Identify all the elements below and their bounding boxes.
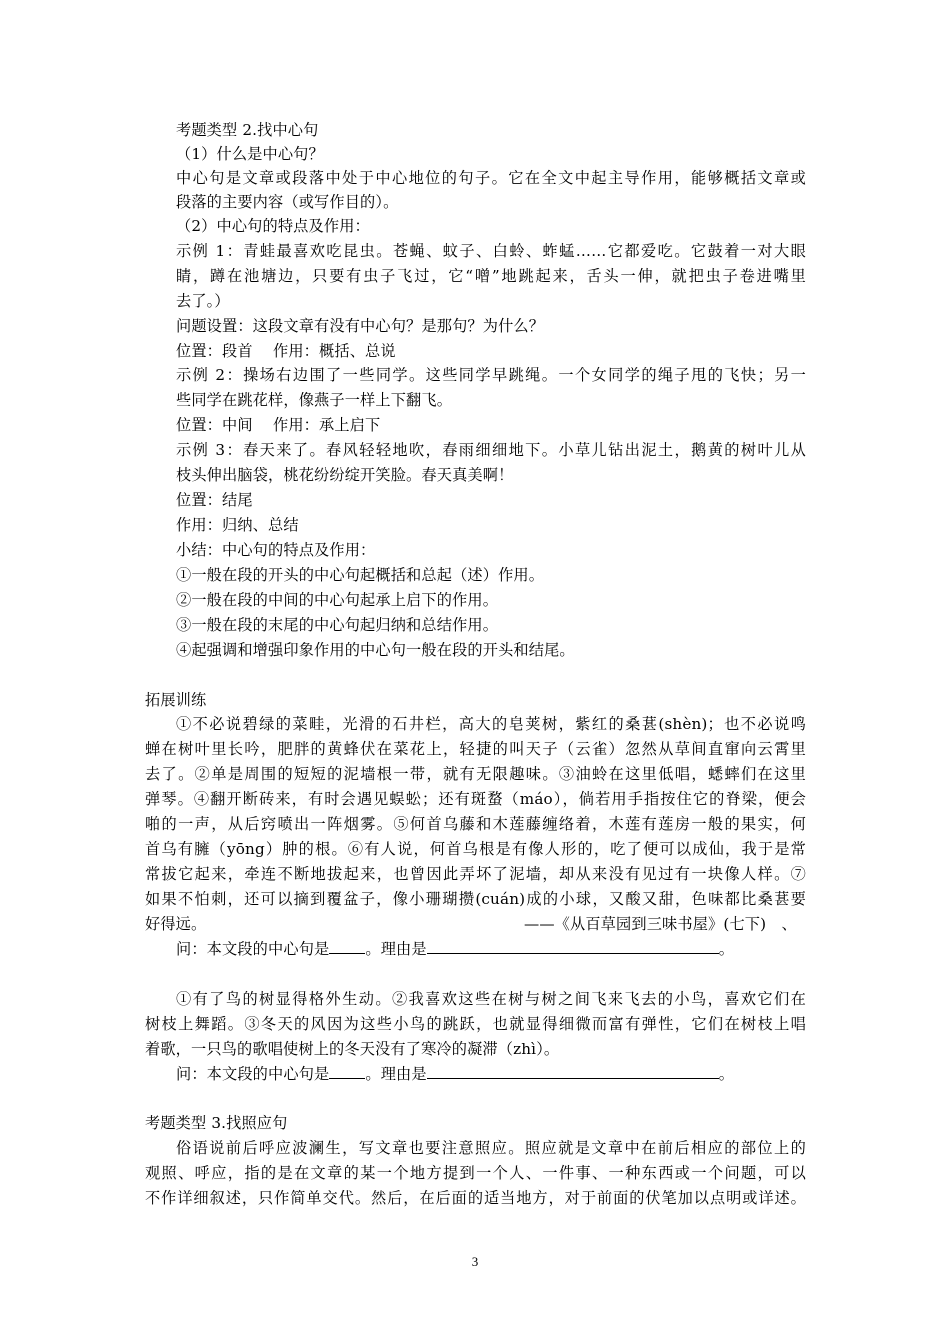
passage-2-line-3: 着歌，一只鸟的歌唱使树上的冬天没有了寒冷的凝滞（zhì）。	[145, 1040, 560, 1058]
section-title-2: 考题类型 2.找中心句	[176, 121, 319, 139]
question-1-end: 。	[718, 940, 735, 958]
section-3-line-3: 不作详细叙述，只作简单交代。然后，在后面的适当地方，对于前面的伏笔加以点明或详述。	[145, 1189, 806, 1207]
summary-item-1: ①一般在段的开头的中心句起概括和总起（述）作用。	[176, 566, 545, 584]
passage-1-line-6: 首乌有臃（yōng）肿的根。⑥有人说，何首乌根是有像人形的，吃了便可以成仙，我于是常	[145, 840, 806, 858]
passage-1-line-4: 弹琴。④翻开断砖来，有时会遇见蜈蚣；还有斑蝥（máo），倘若用手指按住它的脊梁，便会	[145, 790, 806, 808]
example-1-line-1: 示例 1：青蛙最喜欢吃昆虫。苍蝇、蚊子、白蛉、蚱蜢……它都爱吃。它鼓着一对大眼	[176, 242, 806, 260]
answer-blank-reason-2[interactable]	[427, 1063, 719, 1079]
example-1-line-3: 去了。）	[176, 292, 230, 310]
passage-1-line-2: 蝉在树叶里长吟，肥胖的黄蜂伏在菜花上，轻捷的叫天子（云雀）忽然从草间直窜向云霄里	[145, 740, 806, 758]
example-1-line-2: 睛，蹲在池塘边，只要有虫子飞过，它“噌”地跳起来，舌头一伸，就把虫子卷进嘴里	[176, 267, 806, 285]
summary-heading: 小结：中心句的特点及作用：	[176, 541, 376, 559]
position-2: 位置：中间 作用：承上启下	[176, 416, 381, 434]
question-2-end: 。	[718, 1065, 735, 1083]
question-1-row	[176, 938, 734, 960]
example-3-line-1: 示例 3：春天来了。春风轻轻地吹，春雨细细地下。小草儿钻出泥土，鹅黄的树叶儿从	[176, 441, 806, 459]
position-3: 位置：结尾	[176, 491, 253, 509]
question-1-reason-prompt: 。理由是	[365, 940, 427, 958]
answer-blank-center-sentence-2[interactable]	[329, 1063, 365, 1079]
passage-2-line-2: 树枝上舞蹈。③冬天的风因为这些小鸟的跳跃，也就显得细微而富有弹性，它们在树枝上唱	[145, 1015, 806, 1033]
passage-1-line-5: 啪的一声，从后窍喷出一阵烟雾。⑤何首乌藤和木莲藤缠络着，木莲有莲房一般的果实，何	[145, 815, 806, 833]
passage-1-source: ——《从百草园到三味书屋》(七下) 、	[524, 915, 797, 933]
passage-1-line-7: 常拔它起来，牵连不断地拔起来，也曾因此弄坏了泥墙，却从来没有见过有一块像人样。⑦	[145, 865, 806, 883]
example-3-line-2: 枝头伸出脑袋，桃花纷纷绽开笑脸。春天真美啊！	[176, 466, 514, 484]
passage-1-line-9: 好得远。	[145, 915, 207, 933]
definition-line-2: 段落的主要内容（或写作目的）。	[176, 193, 399, 211]
passage-1-line-3: 去了。②单是周围的短短的泥墙根一带，就有无限趣味。③油蛉在这里低唱，蟋蟀们在这里	[145, 765, 806, 783]
practice-title: 拓展训练	[145, 691, 207, 709]
summary-item-4: ④起强调和增强印象作用的中心句一般在段的开头和结尾。	[176, 641, 575, 659]
page-number: 3	[471, 1254, 479, 1269]
section-3-line-2: 观照、呼应，指的是在文章的某一个地方提到一个人、一件事、一种东西或一个问题，可以	[145, 1164, 806, 1182]
question-2-reason-prompt: 。理由是	[365, 1065, 427, 1083]
question-1-heading: （1）什么是中心句？	[176, 145, 324, 163]
example-2-line-2: 些同学在跳花样，像燕子一样上下翻飞。	[176, 391, 453, 409]
question-2-row	[176, 1063, 734, 1085]
question-2-heading: （2）中心句的特点及作用：	[176, 217, 370, 235]
section-title-3: 考题类型 3.找照应句	[145, 1114, 288, 1132]
passage-2-line-1: ①有了鸟的树显得格外生动。②我喜欢这些在树与树之间飞来飞去的小鸟，喜欢它们在	[176, 990, 806, 1008]
example-2-line-1: 示例 2：操场右边围了一些同学。这些同学早跳绳。一个女同学的绳子甩的飞快；另一	[176, 366, 806, 384]
function-3: 作用：归纳、总结	[176, 516, 299, 534]
answer-blank-reason-1[interactable]	[427, 938, 719, 954]
answer-blank-center-sentence-1[interactable]	[329, 938, 365, 954]
passage-1-line-8: 如果不怕刺，还可以摘到覆盆子，像小珊瑚攒(cuán)成的小球，又酸又甜，色味都比桑葚要	[145, 890, 806, 908]
summary-item-2: ②一般在段的中间的中心句起承上启下的作用。	[176, 591, 499, 609]
passage-1-line-1: ①不必说碧绿的菜畦，光滑的石井栏，高大的皂荚树，紫红的桑葚(shèn)；也不必说鸣	[176, 715, 806, 733]
definition-line-1: 中心句是文章或段落中处于中心地位的句子。它在全文中起主导作用，能够概括文章或	[176, 169, 806, 187]
question-2-prompt: 问：本文段的中心句是	[176, 1065, 330, 1083]
summary-item-3: ③一般在段的末尾的中心句起归纳和总结作用。	[176, 616, 499, 634]
question-setting: 问题设置：这段文章有没有中心句？是那句？为什么？	[176, 317, 545, 335]
position-1: 位置：段首 作用：概括、总说	[176, 342, 396, 360]
section-3-line-1: 俗语说前后呼应波澜生，写文章也要注意照应。照应就是文章中在前后相应的部位上的	[176, 1139, 806, 1157]
question-1-prompt: 问：本文段的中心句是	[176, 940, 330, 958]
